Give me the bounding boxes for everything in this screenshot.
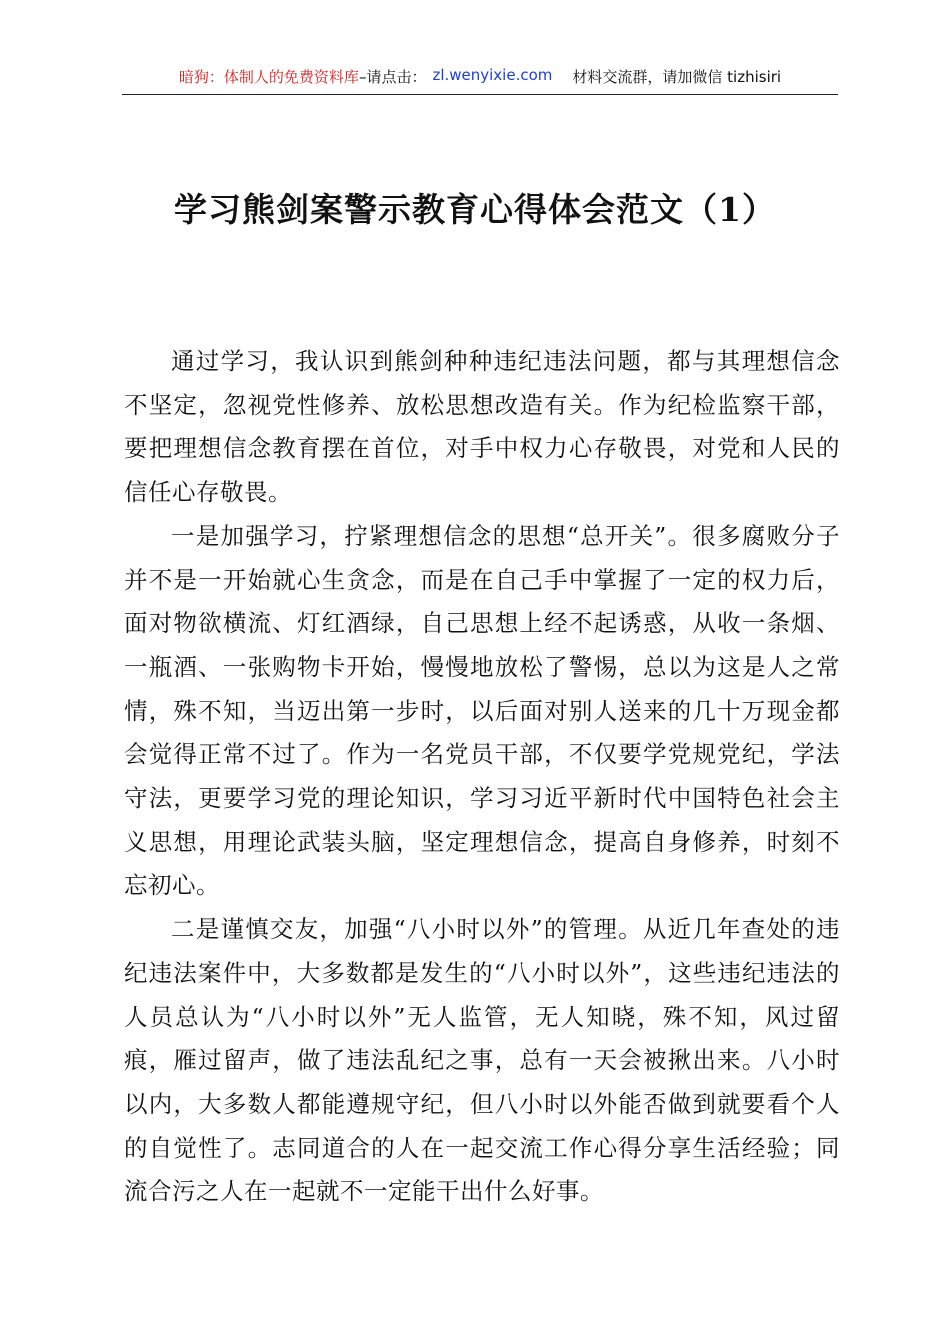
header-brand: 暗狗：体制人的免费资料库 bbox=[178, 68, 359, 86]
page-header bbox=[122, 66, 838, 95]
header-url-link[interactable]: zl.wenyixie.com bbox=[432, 66, 553, 84]
paragraph-2: 一是加强学习，拧紧理想信念的思想“总开关”。很多腐败分子并不是一开始就心生贪念，而是在自己手中掌握了一定的权力后，面对物欲横流、灯红酒绿，自己思想上经不起诱惑，从收一条烟、一瓶酒、一张购物卡开始，慢慢地放松了警惕，总以为这是人之常情，殊不知，当迈出第一步时，以后面对别人送来的几十万现金都会觉得正常不过了。作为一名党员干部，不仅要学党规党纪，学法守法，更要学习党的理论知识，学习习近平新时代中国特色社会主义思想，用理论武装头脑，坚定理想信念，提高自身修养，时刻不忘初心。 bbox=[124, 521, 840, 900]
document-title: 学习熊剑案警示教育心得体会范文（1） bbox=[174, 190, 776, 229]
paragraph-1: 通过学习，我认识到熊剑种种违纪违法问题，都与其理想信念不坚定，忽视党性修养、放松思想改造有关。作为纪检监察干部，要把理想信念教育摆在首位，对手中权力心存敬畏，对党和人民的信任心存敬畏。 bbox=[124, 347, 840, 507]
header-prompt: –请点击： bbox=[358, 68, 427, 86]
header-group-info: 材料交流群，请加微信 tizhisiri bbox=[572, 68, 782, 86]
document-body bbox=[124, 340, 840, 1214]
paragraph-3: 二是谨慎交友，加强“八小时以外”的管理。从近几年查处的违纪违法案件中，大多数都是发生的“八小时以外”，这些违纪违法的人员总认为“八小时以外”无人监管，无人知晓，殊不知，风过留痕，雁过留声，做了违法乱纪之事，总有一天会被揪出来。八小时以内，大多数人都能遵规守纪，但八小时以外能否做到就要看个人的自觉性了。志同道合的人在一起交流工作心得分享生活经验；同流合污之人在一起就不一定能干出什么好事。 bbox=[124, 915, 840, 1206]
